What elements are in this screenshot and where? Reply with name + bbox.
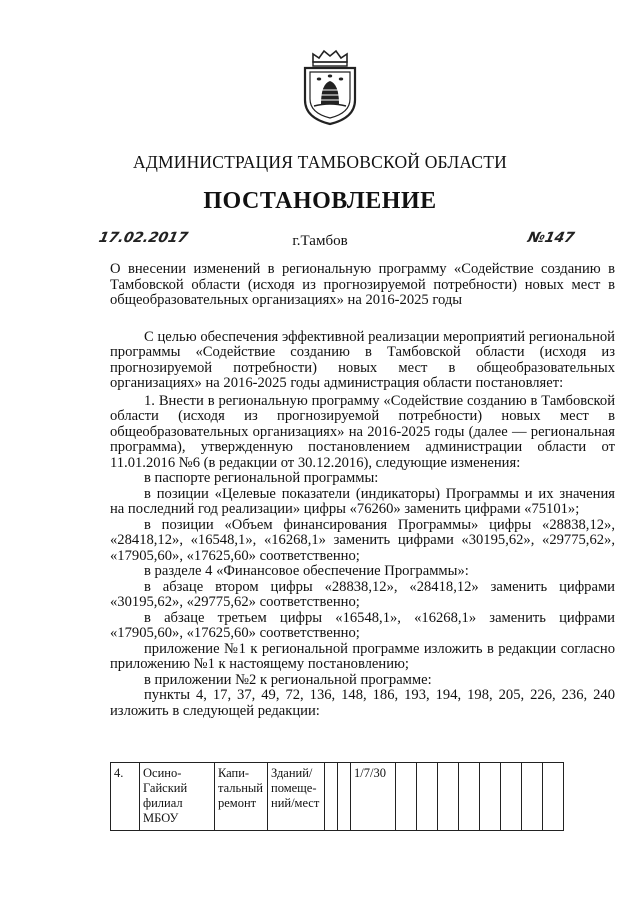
table-cell bbox=[417, 763, 438, 831]
table-cell bbox=[438, 763, 459, 831]
table-row bbox=[111, 763, 564, 831]
document-title: О внесении изменений в региональную программу «Содействие созданию в Тамбовской области (исходя из прогнозируемой потребности) новых мест в общеобразовательных организациях» на 2016-2025 годы bbox=[110, 261, 615, 308]
paragraph: в разделе 4 «Финансовое обеспечение Программы»: bbox=[144, 563, 469, 579]
table-cell bbox=[501, 763, 522, 831]
table-cell: Осино-Гайский филиал МБОУ bbox=[140, 763, 215, 831]
table-cell bbox=[325, 763, 338, 831]
handwritten-number: №147 bbox=[526, 230, 576, 246]
table-cell: 1/7/30 bbox=[351, 763, 396, 831]
paragraph: в абзаце втором цифры «28838,12», «28418,12» заменить цифрами «30195,62», «29775,62» соответственно; bbox=[110, 578, 615, 610]
paragraph: в приложении №2 к региональной программе: bbox=[144, 671, 432, 688]
table-cell: Зданий/ помеще-ний/мест bbox=[268, 763, 325, 831]
table-cell bbox=[543, 763, 564, 831]
paragraph: в паспорте региональной программы: bbox=[144, 470, 379, 486]
handwritten-date: 17.02.2017 bbox=[97, 230, 190, 246]
table-cell: 4. bbox=[111, 763, 140, 831]
paragraph: в позиции «Объем финансирования Программы» цифры «28838,12», «28418,12», «16548,1», «16268,1» заменить цифрами «30195,62», «29775,62», «17905,60», «17625,60» соответственно; bbox=[110, 516, 615, 564]
table-cell bbox=[459, 763, 480, 831]
table-cell bbox=[522, 763, 543, 831]
paragraph: приложение №1 к региональной программе изложить в редакции согласно приложению №1 к настоящему постановлению; bbox=[110, 640, 615, 672]
paragraph: пункты 4, 17, 37, 49, 72, 136, 148, 186, 193, 194, 198, 205, 226, 236, 240 изложить в следующей редакции: bbox=[110, 687, 615, 719]
document-type: ПОСТАНОВЛЕНИЕ bbox=[203, 188, 437, 214]
organization-name: АДМИНИСТРАЦИЯ ТАМБОВСКОЙ ОБЛАСТИ bbox=[133, 152, 507, 172]
program-items-table bbox=[110, 762, 564, 831]
city-name: г.Тамбов bbox=[292, 233, 348, 249]
table-cell bbox=[396, 763, 417, 831]
table-cell bbox=[338, 763, 351, 831]
table-cell: Капи-тальный ремонт bbox=[215, 763, 268, 831]
tambov-coat-of-arms-icon bbox=[299, 48, 361, 126]
paragraph: 1. Внести в региональную программу «Содействие созданию в Тамбовской области (исходя из прогнозируемой потребности) новых мест в общеобразовательных организациях» на 2016-2025 годы (далее — региональная программа), утвержденную постановлением администрации области от 11.01.2016 №6 (в редакции от 30.12.2016), следующие изменения: bbox=[110, 392, 615, 471]
table-cell bbox=[480, 763, 501, 831]
paragraph: в позиции «Целевые показатели (индикаторы) Программы и их значения на последний год реализации» цифры «76260» заменить цифрами «75101»; bbox=[110, 485, 615, 517]
document-body bbox=[110, 262, 615, 719]
paragraph: в абзаце третьем цифры «16548,1», «16268,1» заменить цифрами «17905,60», «17625,60» соответственно; bbox=[110, 609, 615, 641]
paragraph: С целью обеспечения эффективной реализации мероприятий региональной программы «Содействие созданию в Тамбовской области (исходя из прогнозируемой потребности) новых мест в общеобразовательных организациях» на 2016-2025 годы администрация области постановляет: bbox=[110, 328, 615, 391]
